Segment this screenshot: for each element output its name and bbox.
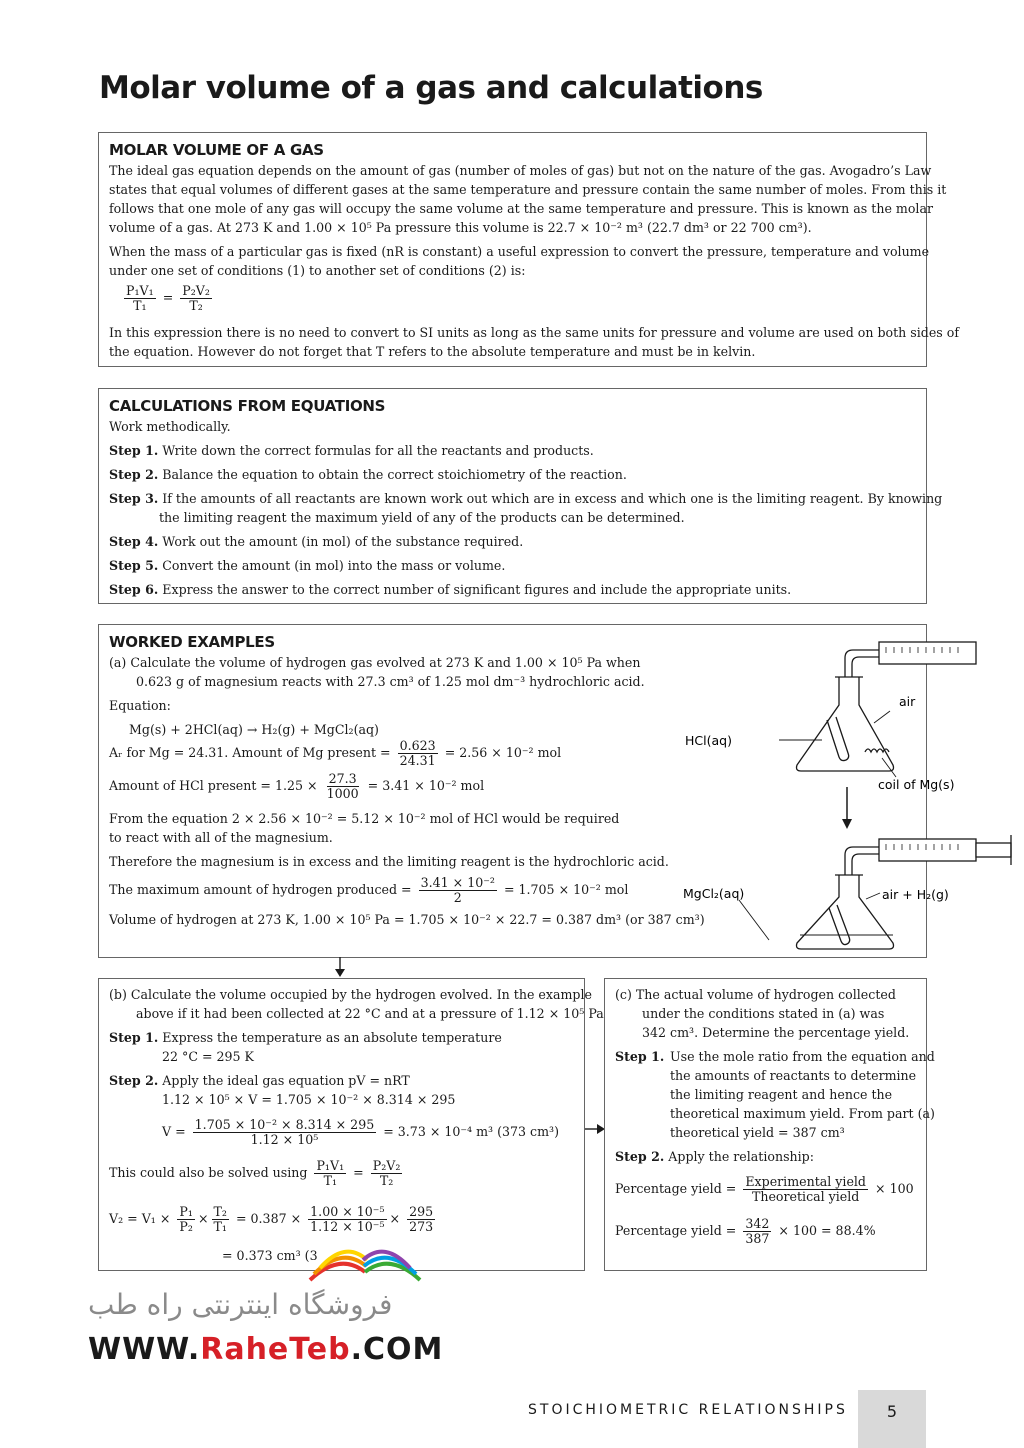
page-number: 5 (858, 1390, 926, 1448)
watermark-persian: فروشگاه اینترنتی راه طب (88, 1288, 393, 1321)
text-line: the equation. However do not forget that T refers to the absolute temperature and must be in kelvin. (109, 344, 756, 359)
mg-coil-label: coil of Mg(s) (878, 777, 955, 792)
text-line: Therefore the magnesium is in excess and the limiting reagent is the hydrochloric acid. (109, 854, 669, 869)
text-line: The ideal gas equation depends on the amount of gas (number of moles of gas) but not on the nature of the gas. Avogadro’s Law (109, 163, 932, 178)
text-line: above if it had been collected at 22 °C and at a pressure of 1.12 × 10⁵ Pa (136, 1006, 604, 1021)
page-title: Molar volume of a gas and calculations (99, 70, 763, 106)
syringe-plunger (976, 843, 1011, 857)
step-item: Step 4. Work out the amount (in mol) of the substance required. (109, 534, 524, 549)
footer-section-title: STOICHIOMETRIC RELATIONSHIPS (528, 1402, 848, 1418)
rainbow-book-logo-icon (300, 1232, 430, 1287)
text-line: 22 °C = 295 K (162, 1049, 254, 1064)
fraction-numerator: P₂V₂ (182, 283, 210, 298)
text-line: under one set of conditions (1) to another set of conditions (2) is: (109, 263, 526, 278)
mgcl2-label: MgCl₂(aq) (683, 886, 745, 901)
text-line: = 0.373 cm³ (3 (222, 1248, 318, 1263)
step-continuation: the limiting reagent the maximum yield of any of the products can be determined. (159, 510, 685, 525)
worked-examples-box (98, 624, 955, 958)
step-item: Step 2. Apply the relationship: (615, 1149, 814, 1164)
equation-label: Equation: (109, 698, 171, 713)
text-line: Use the mole ratio from the equation and (670, 1049, 935, 1064)
calculations-box (98, 388, 943, 604)
step-item: Step 3. If the amounts of all reactants are known work out which are in excess and which one is the limiting reagent. By knowing (109, 491, 943, 506)
text-line: the amounts of reactants to determine (670, 1068, 917, 1083)
text-line: (c) The actual volume of hydrogen collected (615, 987, 896, 1002)
step-item: Step 2. Balance the equation to obtain the correct stoichiometry of the reaction. (109, 467, 627, 482)
conical-flask (797, 677, 894, 771)
text-line: under the conditions stated in (a) was (642, 1006, 885, 1021)
text-line: When the mass of a particular gas is fixed (nR is constant) a useful expression to convert the pressure, temperature and volume (109, 244, 930, 259)
test-tube (827, 717, 849, 761)
hcl-label: HCl(aq) (685, 733, 732, 748)
step-item: Step 5. Convert the amount (in mol) into the mass or volume. (109, 558, 506, 573)
worked-examples-heading: WORKED EXAMPLES (109, 633, 275, 651)
text-line: 342 cm³. Determine the percentage yield. (642, 1025, 910, 1040)
mg-amount-line: Aᵣ for Mg = 24.31. Amount of Mg present = $\frac{0.623}{24.31}$ = 2.56 × 10⁻² mol (109, 738, 562, 768)
molar-volume-box (98, 132, 959, 367)
text-line: theoretical maximum yield. From part (a) (670, 1106, 935, 1121)
text-line: From the equation 2 × 2.56 × 10⁻² = 5.12 × 10⁻² mol of HCl would be required (109, 811, 620, 826)
text-line: Volume of hydrogen at 273 K, 1.00 × 10⁵ Pa = 1.705 × 10⁻² × 22.7 = 0.387 dm³ (or 387 cm³) (109, 912, 705, 927)
hcl-amount-line: Amount of HCl present = 1.25 × $\frac{27.3}{1000}$ = 3.41 × 10⁻² mol (109, 771, 485, 801)
text-line: the limiting reagent and hence the (670, 1087, 893, 1102)
molar-volume-heading: MOLAR VOLUME OF A GAS (109, 141, 324, 159)
text-line: 1.12 × 10⁵ × V = 1.705 × 10⁻² × 8.314 × 295 (162, 1092, 456, 1107)
step-item: Step 2. Apply the ideal gas equation pV = nRT (109, 1073, 410, 1088)
fraction-denominator: T₁ (133, 298, 147, 313)
text-line: In this expression there is no need to convert to SI units as long as the same units for pressure and volume are used on both sides of (109, 325, 959, 340)
text-line: (a) Calculate the volume of hydrogen gas evolved at 273 K and 1.00 × 10⁵ Pa when (109, 655, 641, 670)
syringe-barrel (879, 839, 976, 861)
test-tube (829, 905, 850, 945)
syringe-barrel (879, 642, 976, 664)
text-line: (b) Calculate the volume occupied by the hydrogen evolved. In the example (109, 987, 592, 1002)
watermark-url: WWW.RaheTeb.COM (88, 1332, 444, 1367)
step-item: Step 1. Write down the correct formulas for all the reactants and products. (109, 443, 594, 458)
air-h2-label: air + H₂(g) (882, 887, 949, 902)
text-line: follows that one mole of any gas will occupy the same volume at the same temperature and pressure. This is known as the molar (109, 201, 933, 216)
percentage-yield-result: Percentage yield = $\frac{342}{387}$ × 100 = 88.4% (615, 1216, 876, 1246)
part-c-box (604, 978, 935, 1271)
v2-calc: V₂ = V₁ × $\frac{\text{P₁}}{\text{P₂}}$ × $\frac{\text{T₂}}{\text{T₁}}$ = 0.387 × $\frac{\text{1.00 × 10⁻⁵}}{\text{1.12 × 10⁻⁵}}$ × $\frac{295}{273}$ (109, 1204, 434, 1234)
combined-gas-law: $\frac{\text{P₁V₁}}{\text{T₁}}$ = $\frac{\text{P₂V₂}}{\text{T₂}}$ (126, 283, 210, 313)
step-label: Step 1. (615, 1049, 665, 1064)
text-line: theoretical yield = 387 cm³ (670, 1125, 845, 1140)
fraction-numerator: P₁V₁ (126, 283, 154, 298)
intro-text: Work methodically. (109, 419, 231, 434)
step-item: Step 1. Express the temperature as an absolute temperature (109, 1030, 502, 1045)
text-line: to react with all of the magnesium. (109, 830, 333, 845)
gas-syringe-diagram (679, 635, 955, 953)
volume-calc: V = $\frac{\text{1.705 × 10⁻² × 8.314 × 295}}{\text{1.12 × 10⁵}}$ = 3.73 × 10⁻⁴ m³ (373 cm³) (162, 1117, 560, 1147)
text-line: 0.623 g of magnesium reacts with 27.3 cm³ of 1.25 mol dm⁻³ hydrochloric acid. (136, 674, 645, 689)
alt-formula-line: This could also be solved using $\frac{\text{P₁V₁}}{\text{T₁}}$ = $\frac{\text{P₂V₂}}{\text{T₂}}$ (109, 1158, 401, 1188)
part-b-box (98, 978, 604, 1271)
conical-flask (797, 875, 894, 949)
chemical-equation: Mg(s) + 2HCl(aq) → H₂(g) + MgCl₂(aq) (129, 722, 379, 737)
air-label: air (899, 694, 916, 709)
max-hydrogen-line: The maximum amount of hydrogen produced = $\frac{\text{3.41 × 10⁻²}}{2}$ = 1.705 × 10⁻² mol (109, 875, 629, 905)
calculations-heading: CALCULATIONS FROM EQUATIONS (109, 397, 386, 415)
percentage-yield-formula: Percentage yield = $\frac{\text{Experimental yield}}{\text{Theoretical yield}}$ × 100 (615, 1174, 914, 1204)
arrow-down-icon (842, 819, 852, 829)
fraction-denominator: T₂ (189, 298, 203, 313)
text-line: states that equal volumes of different gases at the same temperature and pressure contain the same number of moles. From this it (109, 182, 947, 197)
text-line: volume of a gas. At 273 K and 1.00 × 10⁵ Pa pressure this volume is 22.7 × 10⁻² m³ (22.7 dm³ or 22 700 cm³). (109, 220, 812, 235)
step-item: Step 6. Express the answer to the correct number of significant figures and include the appropriate units. (109, 582, 792, 597)
down-arrow-icon (330, 957, 350, 979)
